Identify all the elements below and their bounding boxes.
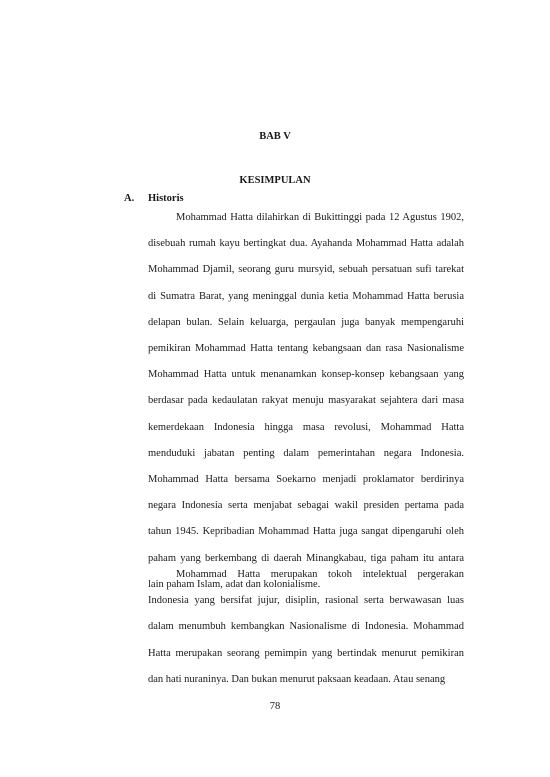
paragraph-text: Mohammad Hatta merupakan tokoh intelektual pergerakan Indonesia yang bersifat jujur, disiplin, rasional serta berwawasan luas dalam menumbuh kembangkan Nasionalisme di Indonesia. Mohammad Hatta merupakan seorang pemimpin yang bertindak menurut pemikiran dan hati nuraninya. Dan bukan menurut paksaan keadaan. Atau senang [148, 569, 464, 685]
paragraph [148, 562, 464, 693]
chapter-title: KESIMPULAN [239, 175, 311, 186]
section-number: A. [124, 193, 135, 204]
chapter-number: BAB V [259, 131, 291, 142]
section-title: Historis [148, 193, 184, 204]
section-heading [124, 192, 184, 206]
paragraph [148, 205, 464, 598]
paragraph-text: Mohammad Hatta dilahirkan di Bukittinggi pada 12 Agustus 1902, disebuah rumah kayu bertingkat dua. Ayahanda Mohammad Hatta adalah Mohammad Djamil, seorang guru mursyid, sebuah persatuan sufi tarekat di Sumatra Barat, yang meninggal dunia ketia Mohammad Hatta berusia delapan bulan. Selain keluarga, pergaulan juga banyak mempengaruhi pemikiran Mohammad Hatta tentang kebangsaan dan rasa Nasionalisme Mohammad Hatta untuk menanamkan konsep-konsep kebangsaan yang berdasar pada kedaulatan rakyat menuju masyarakat sejahtera dari masa kemerdekaan Indonesia hingga masa revolusi, Mohammad Hatta menduduki jabatan penting dalam pemerintahan negara Indonesia. Mohammad Hatta bersama Soekarno menjadi proklamator berdirinya negara Indonesia serta menjabat sebagai wakil presiden pertama pada tahun 1945. Kepribadian Mohammad Hatta juga sangat dipengaruhi oleh paham yang berkembang di daerah Minangkabau, tiga paham itu antara lain paham Islam, adat dan kolonialisme. [148, 212, 464, 590]
page-number: 78 [269, 701, 281, 712]
